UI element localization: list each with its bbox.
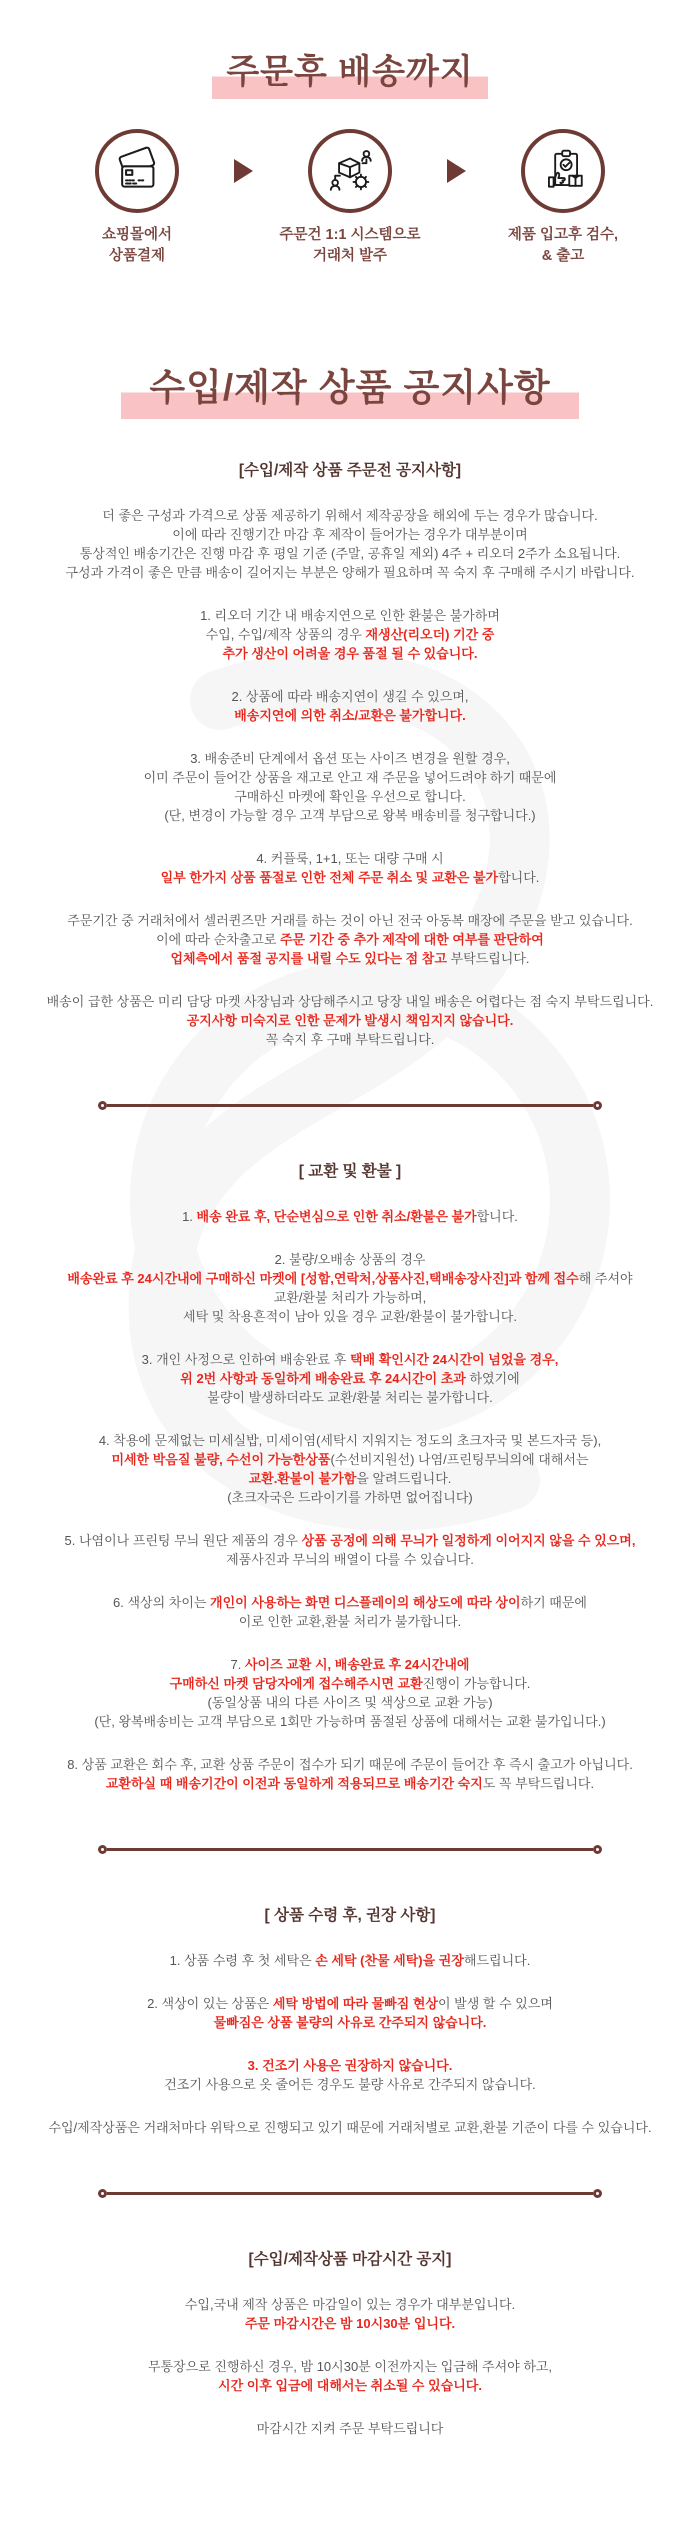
notice-line xyxy=(18,1307,682,1326)
body-text: 을 알려드립니다. xyxy=(356,1470,452,1486)
process-title xyxy=(0,52,700,99)
step-label-line: & 출고 xyxy=(541,247,585,264)
notice-line xyxy=(18,1431,682,1450)
emphasis-text: 손 세탁 (찬물 세탁)을 권장 xyxy=(315,1952,464,1968)
step-payment-label xyxy=(62,225,212,266)
body-text: 주문기간 중 거래처에서 셀러퀸즈만 거래를 하는 것이 아닌 전국 아동복 매장에 주문을 받고 있습니다. xyxy=(67,912,633,928)
notice-paragraph xyxy=(18,1531,682,1569)
notice-line xyxy=(18,563,682,582)
notice-line xyxy=(18,2013,682,2032)
import-production-notice-section xyxy=(0,366,700,2438)
notice-paragraph xyxy=(18,2357,682,2395)
notice-line xyxy=(18,1388,682,1407)
emphasis-text: 사이즈 교환 시, 배송완료 후 24시간내에 xyxy=(244,1656,470,1672)
process-title-text: 주문후 배송까지 xyxy=(212,52,487,99)
body-text: 2. 불량/오배송 상품의 경우 xyxy=(274,1251,426,1267)
notice-line xyxy=(18,1994,682,2013)
notice-paragraph xyxy=(18,506,682,582)
notice-paragraph xyxy=(18,1250,682,1326)
arrow-right-icon xyxy=(234,159,253,183)
body-text: (단, 변경이 가능할 경우 고객 부담으로 왕복 배송비를 청구합니다.) xyxy=(164,807,536,823)
section-divider xyxy=(98,1845,602,1854)
body-text: 교환/환불 처리가 가능하며, xyxy=(273,1289,427,1305)
notice-line xyxy=(18,1369,682,1388)
body-text: 하기 때문에 xyxy=(520,1594,587,1610)
body-text: 배송이 급한 상품은 미리 담당 마켓 사장님과 상담해주시고 당장 내일 배송은 어렵다는 점 숙지 부탁드립니다. xyxy=(46,993,654,1009)
divider-endpoint-circle xyxy=(98,1845,107,1854)
notice-line xyxy=(18,949,682,968)
body-text: 진행이 가능합니다. xyxy=(422,1675,531,1691)
notice-line xyxy=(18,787,682,806)
step-payment-circle xyxy=(95,129,179,213)
emphasis-text: 배송 완료 후, 단순변심으로 인한 취소/환불은 불가 xyxy=(196,1208,477,1224)
step-label-line: 거래처 발주 xyxy=(312,247,388,264)
body-text: 이에 따라 진행기간 마감 후 제작이 들어가는 경우가 대부분이며 xyxy=(172,526,528,542)
notice-line xyxy=(18,1350,682,1369)
body-text: 해드립니다. xyxy=(463,1952,531,1968)
notice-line xyxy=(18,2056,682,2075)
divider-endpoint-circle xyxy=(98,2189,107,2198)
step-inspection xyxy=(488,129,638,266)
emphasis-text: 업체측에서 품절 공지를 내릴 수도 있다는 점 참고 xyxy=(170,950,447,966)
emphasis-text: 추가 생산이 어려울 경우 품절 될 수 있습니다. xyxy=(222,645,478,661)
body-text: 무통장으로 진행하신 경우, 밤 10시30분 이전까지는 입금해 주셔야 하고, xyxy=(147,2358,553,2374)
notice-paragraph xyxy=(18,2118,682,2137)
section-divider xyxy=(98,1101,602,1110)
notice-paragraph xyxy=(18,687,682,725)
notice-line xyxy=(18,2419,682,2438)
divider-line xyxy=(107,2192,593,2195)
notice-line xyxy=(18,992,682,1011)
notice-paragraph xyxy=(18,1593,682,1631)
emphasis-text: 교환하실 때 배송기간이 이전과 동일하게 적용되므로 배송기간 숙지 xyxy=(105,1775,483,1791)
notice-line xyxy=(18,1011,682,1030)
step-order-system-label xyxy=(275,225,425,266)
body-text: 해 주셔야 xyxy=(578,1270,633,1286)
notice-line xyxy=(18,1593,682,1612)
emphasis-text: 주문 마감시간은 밤 10시30분 입니다. xyxy=(244,2315,456,2331)
notice-line xyxy=(18,525,682,544)
notice-line xyxy=(18,1612,682,1631)
notice-line xyxy=(18,625,682,644)
notice-line xyxy=(18,1207,682,1226)
body-text: 도 꼭 부탁드립니다. xyxy=(482,1775,595,1791)
notice-title xyxy=(0,366,700,419)
emphasis-text: 교환.환불이 불가함 xyxy=(248,1470,357,1486)
body-text: (단, 왕복배송비는 고객 부담으로 1회만 가능하며 품절된 상품에 대해서는 교환 불가입니다.) xyxy=(94,1713,606,1729)
notice-line xyxy=(18,2118,682,2137)
notice-paragraph xyxy=(18,1994,682,2032)
notice-line xyxy=(18,1288,682,1307)
body-text: 8. 상품 교환은 회수 후, 교환 상품 주문이 접수가 되기 때문에 주문이 들어간 후 즉시 출고가 아닙니다. xyxy=(67,1756,633,1772)
notice-paragraph xyxy=(18,1951,682,1970)
notice-line xyxy=(18,2314,682,2333)
emphasis-text: 개인이 사용하는 화면 디스플레이의 해상도에 따라 상이 xyxy=(210,1594,521,1610)
divider-line xyxy=(107,1104,593,1107)
notice-line xyxy=(18,1693,682,1712)
divider-endpoint-circle xyxy=(593,1101,602,1110)
notice-line xyxy=(18,1030,682,1049)
arrow-right-icon xyxy=(447,159,466,183)
step-inspection-label xyxy=(488,225,638,266)
notice-line xyxy=(18,849,682,868)
body-text: 3. 개인 사정으로 인하여 배송완료 후 xyxy=(141,1351,350,1367)
step-label-line: 쇼핑몰에서 xyxy=(101,227,173,244)
body-text: 3. 배송준비 단계에서 옵션 또는 사이즈 변경을 원할 경우, xyxy=(190,750,510,766)
emphasis-text: 물빠짐은 상품 불량의 사유로 간주되지 않습니다. xyxy=(213,2014,487,2030)
emphasis-text: 구매하신 마켓 담당자에게 접수해주시면 교환 xyxy=(169,1675,423,1691)
notice-line xyxy=(18,1469,682,1488)
step-label-line: 제품 입고후 검수, xyxy=(507,227,619,244)
emphasis-text: 시간 이후 입금에 대해서는 취소될 수 있습니다. xyxy=(218,2377,482,2393)
notice-paragraph xyxy=(18,911,682,968)
body-text: 마감시간 지켜 주문 부탁드립니다 xyxy=(256,2420,444,2436)
body-text: 제품사진과 무늬의 배열이 다를 수 있습니다. xyxy=(226,1551,474,1567)
emphasis-text: 주문 기간 중 추가 제작에 대한 여부를 판단하여 xyxy=(279,931,544,947)
notice-paragraph xyxy=(18,606,682,663)
notice-paragraph xyxy=(18,2419,682,2438)
divider-endpoint-circle xyxy=(593,1845,602,1854)
credit-card-icon xyxy=(112,146,162,196)
notice-paragraph xyxy=(18,2056,682,2094)
notice-line xyxy=(18,1550,682,1569)
step-label-line: 주문건 1:1 시스템으로 xyxy=(279,227,421,244)
notice-line xyxy=(18,1450,682,1469)
body-text: 구매하신 마켓에 확인을 우선으로 합니다. xyxy=(234,788,466,804)
body-text: 수입, 수입/제작 상품의 경우 xyxy=(205,626,366,642)
section-divider xyxy=(98,2189,602,2198)
notice-line xyxy=(18,1488,682,1507)
notice-paragraph xyxy=(18,1655,682,1731)
body-text: 5. 나염이나 프린팅 무늬 원단 제품의 경우 xyxy=(64,1532,302,1548)
divider-line xyxy=(107,1848,593,1851)
body-text: 이에 따라 순차출고로 xyxy=(156,931,280,947)
body-text: 부탁드립니다. xyxy=(446,950,530,966)
notice-line xyxy=(18,2295,682,2314)
body-text: 4. 커플룩, 1+1, 또는 대량 구매 시 xyxy=(256,850,444,866)
body-text: (초크자국은 드라이기를 가하면 없어집니다) xyxy=(227,1489,473,1505)
notice-line xyxy=(18,749,682,768)
step-order-system xyxy=(275,129,425,266)
body-text: 합니다. xyxy=(476,1208,518,1224)
order-system-icon xyxy=(325,146,375,196)
body-text: 불량이 발생하더라도 교환/환불 처리는 불가합니다. xyxy=(207,1389,493,1405)
notice-line xyxy=(18,768,682,787)
body-text: 꼭 숙지 후 구매 부탁드립니다. xyxy=(265,1031,435,1047)
emphasis-text: 재생산(리오더) 기간 중 xyxy=(365,626,495,642)
notice-line xyxy=(18,1674,682,1693)
notice-line xyxy=(18,706,682,725)
body-text: (수선비지원선) 나염/프린팅무늬의에 대해서는 xyxy=(330,1451,589,1467)
notice-line xyxy=(18,506,682,525)
notice-title-text: 수입/제작 상품 공지사항 xyxy=(121,366,578,419)
body-text: 이 발생 할 수 있으며 xyxy=(438,1995,553,2011)
notice-line xyxy=(18,606,682,625)
notice-paragraph xyxy=(18,1755,682,1793)
notice-paragraph xyxy=(18,2295,682,2333)
emphasis-text: 배송완료 후 24시간내에 구매하신 마켓에 [성함,연락처,상품사진,택배송장사진]과 함께 접수 xyxy=(67,1270,579,1286)
body-text: 구성과 가격이 좋은 만큼 배송이 길어지는 부분은 양해가 필요하며 꼭 숙지 후 구매해 주시기 바랍니다. xyxy=(65,564,635,580)
inspection-shipping-icon xyxy=(538,146,588,196)
notice-line xyxy=(18,1755,682,1774)
notice-line xyxy=(18,1774,682,1793)
body-text: 건조기 사용으로 옷 줄어든 경우도 불량 사유로 간주되지 않습니다. xyxy=(164,2076,536,2092)
body-text: 이미 주문이 들어간 상품을 재고로 안고 재 주문을 넣어드려야 하기 때문에 xyxy=(143,769,557,785)
emphasis-text: 미세한 박음질 불량, 수선이 가능한상품 xyxy=(111,1451,331,1467)
notice-line xyxy=(18,1250,682,1269)
emphasis-text: 배송지연에 의한 취소/교환은 불가합니다. xyxy=(234,707,466,723)
body-text: 1. xyxy=(182,1208,197,1224)
divider-endpoint-circle xyxy=(98,1101,107,1110)
notice-blocks xyxy=(18,461,682,2438)
body-text: 이로 인한 교환,환불 처리가 불가합니다. xyxy=(238,1613,462,1629)
notice-paragraph xyxy=(18,992,682,1049)
notice-line xyxy=(18,2376,682,2395)
body-text: 6. 색상의 차이는 xyxy=(113,1594,211,1610)
notice-line xyxy=(18,911,682,930)
step-label-line: 상품결제 xyxy=(108,247,166,264)
emphasis-text: 3. 건조기 사용은 권장하지 않습니다. xyxy=(247,2057,453,2073)
order-to-delivery-section xyxy=(0,0,700,266)
step-order-system-circle xyxy=(308,129,392,213)
emphasis-text: 공지사항 미숙지로 인한 문제가 발생시 책임지지 않습니다. xyxy=(186,1012,514,1028)
step-inspection-circle xyxy=(521,129,605,213)
notice-line xyxy=(18,930,682,949)
notice-line xyxy=(18,2357,682,2376)
body-text: 1. 상품 수령 후 첫 세탁은 xyxy=(169,1952,316,1968)
emphasis-text: 세탁 방법에 따라 물빠짐 현상 xyxy=(272,1995,438,2011)
body-text: 2. 색상이 있는 상품은 xyxy=(147,1995,273,2011)
step-payment xyxy=(62,129,212,266)
notice-line xyxy=(18,868,682,887)
body-text: 7. xyxy=(230,1656,245,1672)
notice-line xyxy=(18,2075,682,2094)
notice-line xyxy=(18,644,682,663)
body-text: 세탁 및 착용흔적이 남아 있을 경우 교환/환불이 불가합니다. xyxy=(183,1308,517,1324)
notice-line xyxy=(18,544,682,563)
body-text: 2. 상품에 따라 배송지연이 생길 수 있으며, xyxy=(231,688,469,704)
emphasis-text: 일부 한가지 상품 품절로 인한 전체 주문 취소 및 교환은 불가 xyxy=(160,869,499,885)
emphasis-text: 택배 확인시간 24시간이 넘었을 경우, xyxy=(349,1351,559,1367)
body-text: 1. 리오더 기간 내 배송지연으로 인한 환불은 불가하며 xyxy=(200,607,500,623)
body-text: 통상적인 배송기간은 진행 마감 후 평일 기준 (주말, 공휴일 제외) 4주 + 리오더 2주가 소요됩니다. xyxy=(79,545,621,561)
notice-line xyxy=(18,1951,682,1970)
body-text: 수입,국내 제작 상품은 마감일이 있는 경우가 대부분입니다. xyxy=(184,2296,516,2312)
notice-paragraph xyxy=(18,749,682,825)
block-heading: [수입/제작 상품 주문전 공지사항] xyxy=(238,461,462,479)
block-heading: [수입/제작상품 마감시간 공지] xyxy=(248,2250,452,2268)
emphasis-text: 위 2번 사항과 동일하게 배송완료 후 24시간이 초과 xyxy=(180,1370,466,1386)
notice-line xyxy=(18,687,682,706)
notice-line xyxy=(18,1655,682,1674)
notice-paragraph xyxy=(18,1350,682,1407)
notice-paragraph xyxy=(18,1431,682,1507)
notice-paragraph xyxy=(18,1207,682,1226)
emphasis-text: 상품 공정에 의해 무늬가 일정하게 이어지지 않을 수 있으며, xyxy=(301,1532,636,1548)
notice-line xyxy=(18,806,682,825)
block-heading: [ 교환 및 환불 ] xyxy=(298,1162,402,1180)
process-steps xyxy=(0,129,700,266)
body-text: 합니다. xyxy=(498,869,540,885)
body-text: 수입/제작상품은 거래처마다 위탁으로 진행되고 있기 때문에 거래처별로 교환,환불 기준이 다를 수 있습니다. xyxy=(48,2119,652,2135)
block-heading: [ 상품 수령 후, 권장 사항] xyxy=(264,1906,436,1924)
notice-line xyxy=(18,1531,682,1550)
body-text: 하였기에 xyxy=(465,1370,520,1386)
notice-paragraph xyxy=(18,849,682,887)
body-text: 더 좋은 구성과 가격으로 상품 제공하기 위해서 제작공장을 해외에 두는 경우가 많습니다. xyxy=(102,507,598,523)
divider-endpoint-circle xyxy=(593,2189,602,2198)
notice-line xyxy=(18,1712,682,1731)
notice-line xyxy=(18,1269,682,1288)
body-text: 4. 착용에 문제없는 미세실밥, 미세이염(세탁시 지워지는 정도의 초크자국 및 본드자국 등), xyxy=(98,1432,602,1448)
body-text: (동일상품 내의 다른 사이즈 및 색상으로 교환 가능) xyxy=(207,1694,493,1710)
